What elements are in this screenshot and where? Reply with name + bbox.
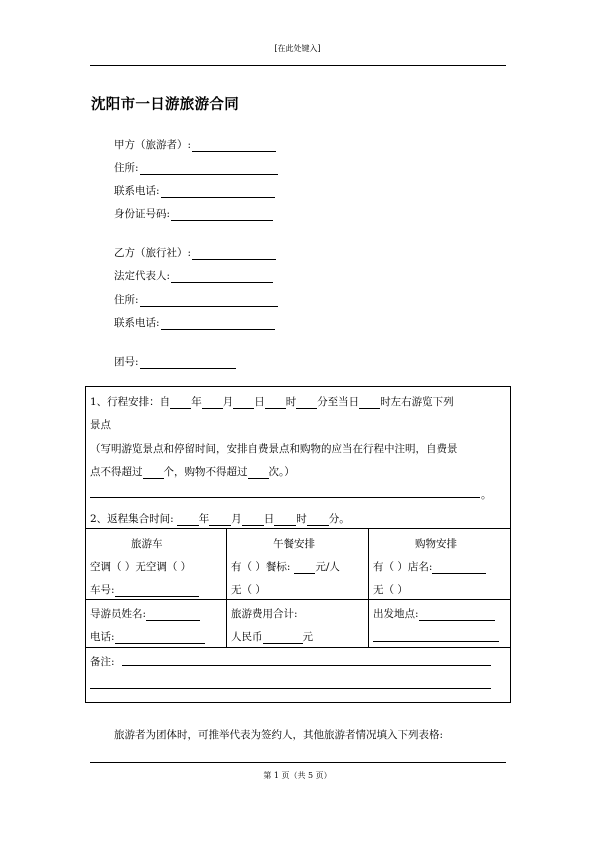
- party-b-phone-label: 联系电话:: [114, 317, 160, 329]
- guide-phone-field: [90, 629, 205, 644]
- party-b-phone-blank[interactable]: [161, 318, 275, 330]
- party-a-id-blank[interactable]: [171, 209, 273, 221]
- departure-blank-2[interactable]: [373, 641, 499, 642]
- table-rule-1: [85, 528, 511, 529]
- day-label: 日: [254, 396, 265, 408]
- return-hour-label: 时: [296, 513, 307, 525]
- lunch-no-option[interactable]: 无（ ）: [231, 584, 266, 596]
- table-rule-2: [85, 599, 511, 600]
- departure-blank[interactable]: [419, 609, 495, 621]
- itinerary-note-1: （写明游览景点和停留时间，安排自费景点和购物的应当在行程中注明，自费景: [90, 443, 458, 455]
- bus-ac-options[interactable]: 空调（ ）无空调（ ）: [90, 561, 192, 573]
- lunch-yes-field: [231, 559, 340, 574]
- group-number-blank[interactable]: [140, 357, 236, 369]
- minute-to-label: 分至当日: [317, 396, 360, 408]
- bus-header: 旅游车: [131, 538, 163, 550]
- note-shopping-label: 个，购物不得超过: [163, 466, 248, 478]
- itinerary-tail: 时左右游览下列: [380, 396, 454, 408]
- start-hour-blank[interactable]: [265, 397, 286, 409]
- rmb-label: 人民币: [231, 631, 263, 643]
- shopping-count-blank[interactable]: [248, 467, 269, 479]
- itinerary-line-2: 景点: [90, 419, 111, 431]
- yuan-label: 元: [302, 631, 313, 643]
- note-self-pay-label: 点不得超过: [90, 466, 143, 478]
- lunch-header: 午餐安排: [273, 538, 315, 550]
- departure-label: 出发地点:: [373, 608, 419, 620]
- return-year-label: 年: [198, 513, 210, 525]
- month-label: 月: [222, 396, 234, 408]
- end-hour-blank[interactable]: [359, 397, 380, 409]
- party-a-address-blank[interactable]: [140, 163, 278, 175]
- bus-plate-field: [90, 582, 199, 597]
- bus-plate-blank[interactable]: [115, 585, 199, 597]
- closing-paragraph: 旅游者为团体时，可推举代表为签约人，其他旅游者情况填入下列表格:: [114, 729, 444, 741]
- itinerary-period: 。: [481, 489, 492, 501]
- return-month-label: 月: [231, 513, 242, 525]
- party-a-phone-blank[interactable]: [161, 186, 275, 198]
- guide-name-blank[interactable]: [146, 609, 200, 621]
- itinerary-detail-blank[interactable]: [90, 497, 480, 498]
- party-a-name-field: [114, 137, 276, 152]
- fee-total-label: 旅游费用合计:: [231, 608, 298, 620]
- party-a-label: 甲方（旅游者）:: [114, 139, 192, 151]
- group-number-label: 团号:: [114, 356, 139, 368]
- party-b-address-blank[interactable]: [140, 295, 278, 307]
- itinerary-intro: 1、行程安排：自: [90, 396, 171, 408]
- return-minute-label: 分。: [328, 513, 350, 525]
- return-minute-blank[interactable]: [307, 514, 329, 526]
- lunch-unit: 元/人: [315, 561, 340, 573]
- party-a-phone-field: [114, 183, 275, 198]
- party-b-label: 乙方（旅行社）:: [114, 247, 192, 259]
- start-day-blank[interactable]: [233, 397, 254, 409]
- shop-yes-field: [373, 559, 486, 574]
- year-label: 年: [191, 396, 202, 408]
- return-label: 2、返程集合时间:: [90, 513, 174, 525]
- note-end: 次。）: [268, 466, 295, 478]
- page-header: [在此处键入]: [274, 44, 321, 53]
- return-time-line: [90, 511, 350, 526]
- table-rule-3: [85, 647, 511, 648]
- return-hour-blank[interactable]: [274, 514, 296, 526]
- remarks-blank-1[interactable]: [122, 665, 491, 666]
- guide-name-field: [90, 606, 200, 621]
- group-number-field: [114, 354, 236, 369]
- start-minute-blank[interactable]: [296, 397, 317, 409]
- itinerary-line-1: [90, 394, 454, 409]
- lunch-standard-blank[interactable]: [294, 562, 315, 574]
- party-b-address-label: 住所:: [114, 294, 139, 306]
- departure-field: [373, 606, 495, 621]
- footer-rule: [90, 762, 506, 763]
- fee-amount-blank[interactable]: [263, 632, 303, 644]
- party-a-id-field: [114, 206, 273, 221]
- guide-phone-label: 电话:: [90, 631, 115, 643]
- return-year-blank[interactable]: [177, 514, 199, 526]
- header-rule: [90, 65, 506, 66]
- party-a-id-label: 身份证号码:: [114, 208, 171, 220]
- shop-yes-label[interactable]: 有（ ）店名:: [373, 561, 433, 573]
- bus-plate-label: 车号:: [90, 584, 115, 596]
- remarks-blank-2[interactable]: [90, 688, 491, 689]
- table-col-divider-1: [226, 528, 227, 647]
- table-col-divider-2: [368, 528, 369, 647]
- return-day-blank[interactable]: [242, 514, 264, 526]
- party-b-name-blank[interactable]: [192, 248, 276, 260]
- fee-amount-field: [231, 629, 313, 644]
- shop-no-option[interactable]: 无（ ）: [373, 584, 408, 596]
- guide-name-label: 导游员姓名:: [90, 608, 147, 620]
- party-b-name-field: [114, 245, 276, 260]
- start-year-blank[interactable]: [170, 397, 191, 409]
- remarks-label: 备注:: [90, 656, 115, 668]
- page-footer: 第 1 页（共 5 页）: [263, 771, 332, 780]
- return-day-label: 日: [263, 513, 275, 525]
- self-pay-count-blank[interactable]: [143, 467, 164, 479]
- party-b-address-field: [114, 292, 278, 307]
- party-a-phone-label: 联系电话:: [114, 185, 160, 197]
- document-title: 沈阳市一日游旅游合同: [91, 96, 239, 113]
- shopping-header: 购物安排: [415, 538, 457, 550]
- itinerary-note-2: [90, 464, 295, 479]
- hour-label: 时: [285, 396, 297, 408]
- party-b-legal-rep-blank[interactable]: [171, 271, 273, 283]
- party-a-name-blank[interactable]: [192, 140, 276, 152]
- start-month-blank[interactable]: [202, 397, 223, 409]
- return-month-blank[interactable]: [209, 514, 231, 526]
- party-b-legal-rep-label: 法定代表人:: [114, 270, 171, 282]
- shop-name-blank[interactable]: [432, 562, 486, 574]
- party-a-address-field: [114, 160, 278, 175]
- party-b-phone-field: [114, 315, 275, 330]
- lunch-yes-label[interactable]: 有（ ）餐标:: [231, 561, 291, 573]
- party-a-address-label: 住所:: [114, 162, 139, 174]
- party-b-legal-rep-field: [114, 268, 273, 283]
- guide-phone-blank[interactable]: [115, 632, 205, 644]
